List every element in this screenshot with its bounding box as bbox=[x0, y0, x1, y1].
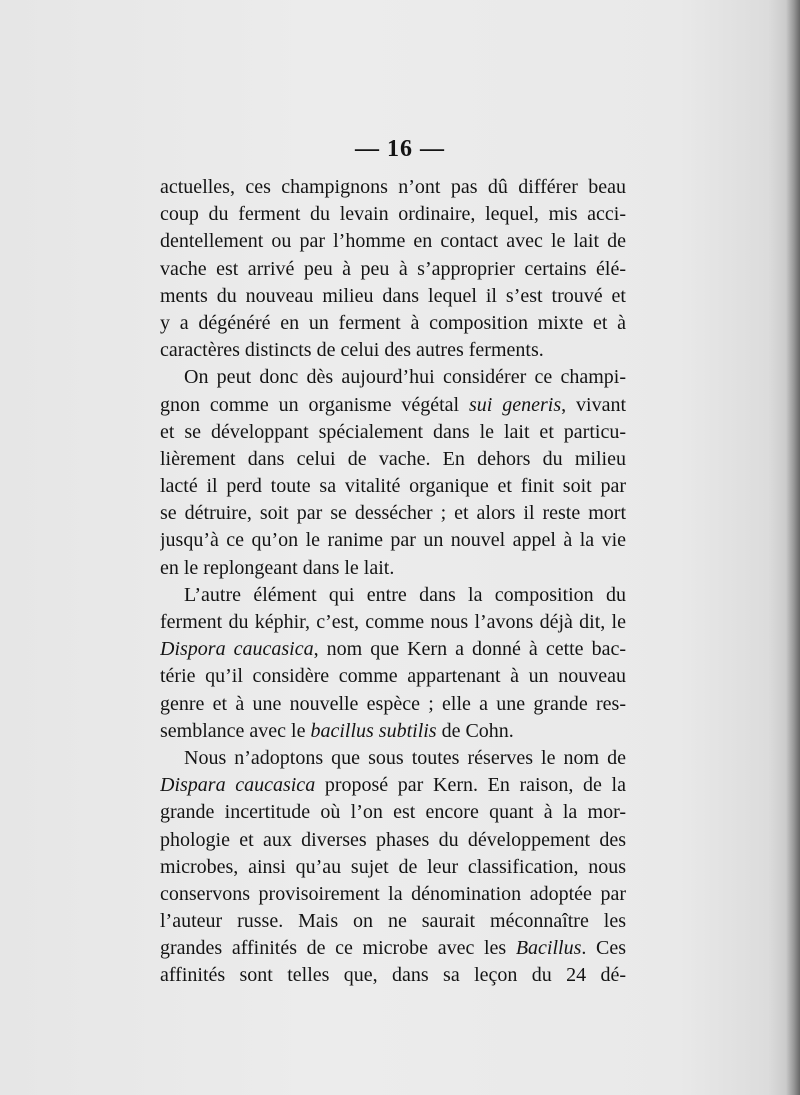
text-line: Nous n’adoptons que sous toutes réserves le nom de bbox=[184, 746, 626, 769]
text-line: se détruire, soit par se dessécher ; et alors il reste mort bbox=[160, 502, 626, 525]
text-segment: de Cohn. bbox=[436, 719, 514, 742]
text-line: affinités sont telles que, dans sa leçon du 24 dé- bbox=[160, 964, 626, 987]
text-line: conservons provisoirement la dénomination adoptée par bbox=[160, 882, 626, 905]
text-segment: semblance avec le bbox=[160, 719, 311, 742]
italic-term: Dispara caucasica bbox=[160, 774, 316, 797]
italic-term: sui generis bbox=[469, 393, 562, 416]
italic-term: bacillus subtilis bbox=[310, 719, 437, 742]
text-line bbox=[160, 718, 626, 745]
text-line: l’auteur russe. Mais on ne saurait méconnaître les bbox=[160, 910, 626, 933]
text-line: jusqu’à ce qu’on le ranime par un nouvel appel à la vie bbox=[160, 529, 626, 552]
text-line: y a dégénéré en un ferment à composition mixte et à bbox=[160, 311, 626, 334]
text-line: On peut donc dès aujourd’hui considérer ce champi- bbox=[184, 366, 626, 389]
text-line bbox=[160, 636, 626, 663]
italic-term: Dispora caucasica bbox=[160, 638, 314, 661]
text-line: térie qu’il considère comme appartenant à un nouveau bbox=[160, 665, 626, 688]
text-line: genre et à une nouvelle espèce ; elle a une grande res- bbox=[160, 692, 626, 715]
text-line: coup du ferment du levain ordinaire, lequel, mis acci- bbox=[160, 203, 626, 226]
text-line: L’autre élément qui entre dans la composition du bbox=[184, 583, 626, 606]
text-segment: , vivant bbox=[561, 393, 626, 416]
text-line bbox=[160, 772, 626, 799]
text-line: actuelles, ces champignons n’ont pas dû différer beau bbox=[160, 176, 626, 198]
text-line: vache est arrivé peu à peu à s’approprier certains élé- bbox=[160, 257, 626, 280]
page-edge-shadow bbox=[786, 0, 800, 1095]
text-line: phologie et aux diverses phases du développement des bbox=[160, 828, 626, 851]
text-segment: gnon comme un organisme végétal bbox=[160, 393, 470, 416]
page-number: — 16 — bbox=[355, 136, 445, 162]
text-line bbox=[160, 935, 626, 962]
italic-term: Bacillus bbox=[515, 937, 582, 960]
text-segment: . Ces bbox=[581, 937, 626, 960]
text-line bbox=[160, 392, 626, 419]
text-line: microbes, ainsi qu’au sujet de leur classification, nous bbox=[160, 855, 626, 878]
text-line: dentellement ou par l’homme en contact avec le lait de bbox=[160, 230, 626, 253]
text-segment: grandes affinités de ce microbe avec les bbox=[160, 937, 516, 960]
body-text bbox=[160, 174, 626, 990]
text-line: en le replongeant dans le lait. bbox=[160, 556, 395, 579]
text-line: ments du nouveau milieu dans lequel il s’est trouvé et bbox=[160, 284, 626, 307]
text-line: lacté il perd toute sa vitalité organique et finit soit par bbox=[160, 475, 626, 498]
text-line: caractères distincts de celui des autres ferments. bbox=[160, 339, 544, 362]
text-line: lièrement dans celui de vache. En dehors du milieu bbox=[160, 447, 626, 470]
text-segment: proposé par Kern. En raison, de la bbox=[315, 774, 626, 797]
text-line: ferment du képhir, c’est, comme nous l’avons déjà dit, le bbox=[160, 611, 626, 633]
text-segment: , nom que Kern a donné à cette bac- bbox=[313, 638, 626, 661]
text-line: et se développant spécialement dans le lait et particu- bbox=[160, 420, 626, 443]
text-line: grande incertitude où l’on est encore quant à la mor- bbox=[160, 801, 626, 824]
